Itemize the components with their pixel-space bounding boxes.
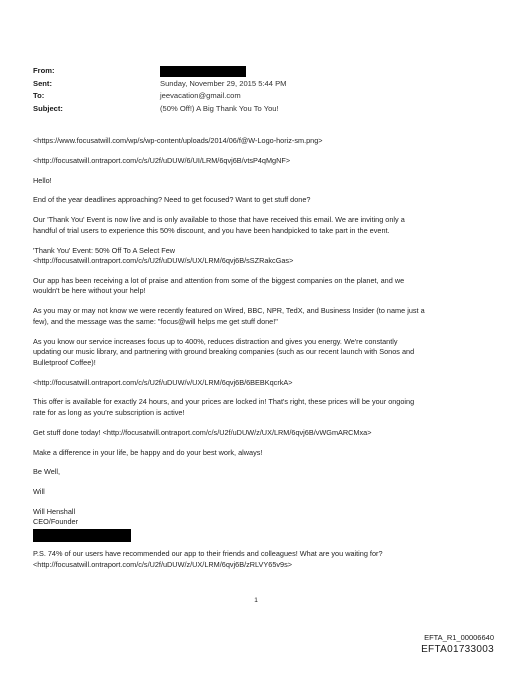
from-label: From: [33, 66, 55, 75]
partner-link: <http://focusatwill.ontraport.com/c/s/U2f/uDUW/v/UX/LRM/6qvj6B/6BEBKqcrkA> [33, 377, 293, 387]
signature-first-name: Will [33, 487, 45, 497]
from-row [33, 65, 493, 78]
service-paragraph: As you know our service increases focus up to 400%, reduces distraction and gives you energy. We're constantly updating our music library, and partnering with ground breaking companies (such as our recent launch with Sonos and Bulletproof Coffee)! [33, 336, 415, 367]
event-paragraph: Our 'Thank You' Event is now live and is only available to those that have received this email. We are inviting only a handful of trial users to experience this 50% discount, and you have been handpicked to take part in the event. [33, 215, 405, 235]
offer-paragraph: This offer is available for exactly 24 hours, and your prices are locked in! That's right, these prices will be your ongoing rate for as long as you're subscription is active! [33, 397, 415, 417]
from-value [160, 65, 246, 78]
tracking-link: <http://focusatwill.ontraport.com/c/s/U2f/uDUW/6/UI/LRM/6qvj6B/vtsP4qMgNF> [33, 155, 291, 165]
to-row [33, 90, 493, 103]
intro-paragraph: End of the year deadlines approaching? Need to get focused? Want to get stuff done? [33, 195, 311, 205]
logo-image-link: <https://www.focusatwill.com/wp/s/wp-content/uploads/2014/06/f@W-Logo-horiz-sm.png> [33, 136, 323, 145]
email-header [33, 65, 493, 115]
featured-paragraph: As you may or may not know we were recently featured on Wired, BBC, NPR, TedX, and Business Insider (to name just a few), and the message was the same: "focus@will helps me get stuff done!" [33, 306, 425, 326]
praise-paragraph: Our app has been receiving a lot of praise and attention from some of the biggest companies on the planet, and we wouldn't be here without your help! [33, 275, 405, 296]
signature-title: CEO/Founder [33, 517, 79, 527]
sign-off: Be Well, [33, 467, 61, 477]
signature-name: Will Henshall [33, 506, 76, 516]
to-label: To: [33, 91, 45, 100]
closing-paragraph: Make a difference in your life, be happy and do your best work, always! [33, 447, 263, 457]
sent-row [33, 78, 493, 91]
page-number: 1 [254, 597, 258, 604]
subject-row [33, 103, 493, 116]
ps-paragraph: P.S. 74% of our users have recommended our app to their friends and colleagues! What are you waiting for? <http://focusatwill.ontraport.com/c/s/U2f/uDUW/z/UX/LRM/6qvj6B/zRLVY65v9s> [33, 549, 383, 569]
subject-label: Subject: [33, 103, 63, 113]
redaction-box [160, 66, 246, 77]
subject-value: (50% Off!) A Big Thank You To You! [160, 103, 279, 113]
sent-label: Sent: [33, 78, 52, 88]
email-body [33, 136, 495, 579]
redaction-box [33, 529, 131, 542]
greeting: Hello! [33, 175, 52, 185]
bates-number-large: EFTA01733003 [421, 644, 494, 655]
sent-value: Sunday, November 29, 2015 5:44 PM [160, 78, 287, 88]
event-link-paragraph: 'Thank You' Event: 50% Off To A Select Few <http://focusatwill.ontraport.com/c/s/U2f/uDUW/s/UX/LRM/6qvj6B/sSZRakcGas> [33, 245, 294, 266]
cta-paragraph: Get stuff done today! <http://focusatwill.ontraport.com/c/s/U2f/uDUW/z/UX/LRM/6qvj6B/vWGmARCMxa> [33, 427, 372, 437]
to-value: jeevacation@gmail.com [160, 91, 241, 100]
bates-number-small: EFTA_R1_00006640 [424, 633, 494, 642]
